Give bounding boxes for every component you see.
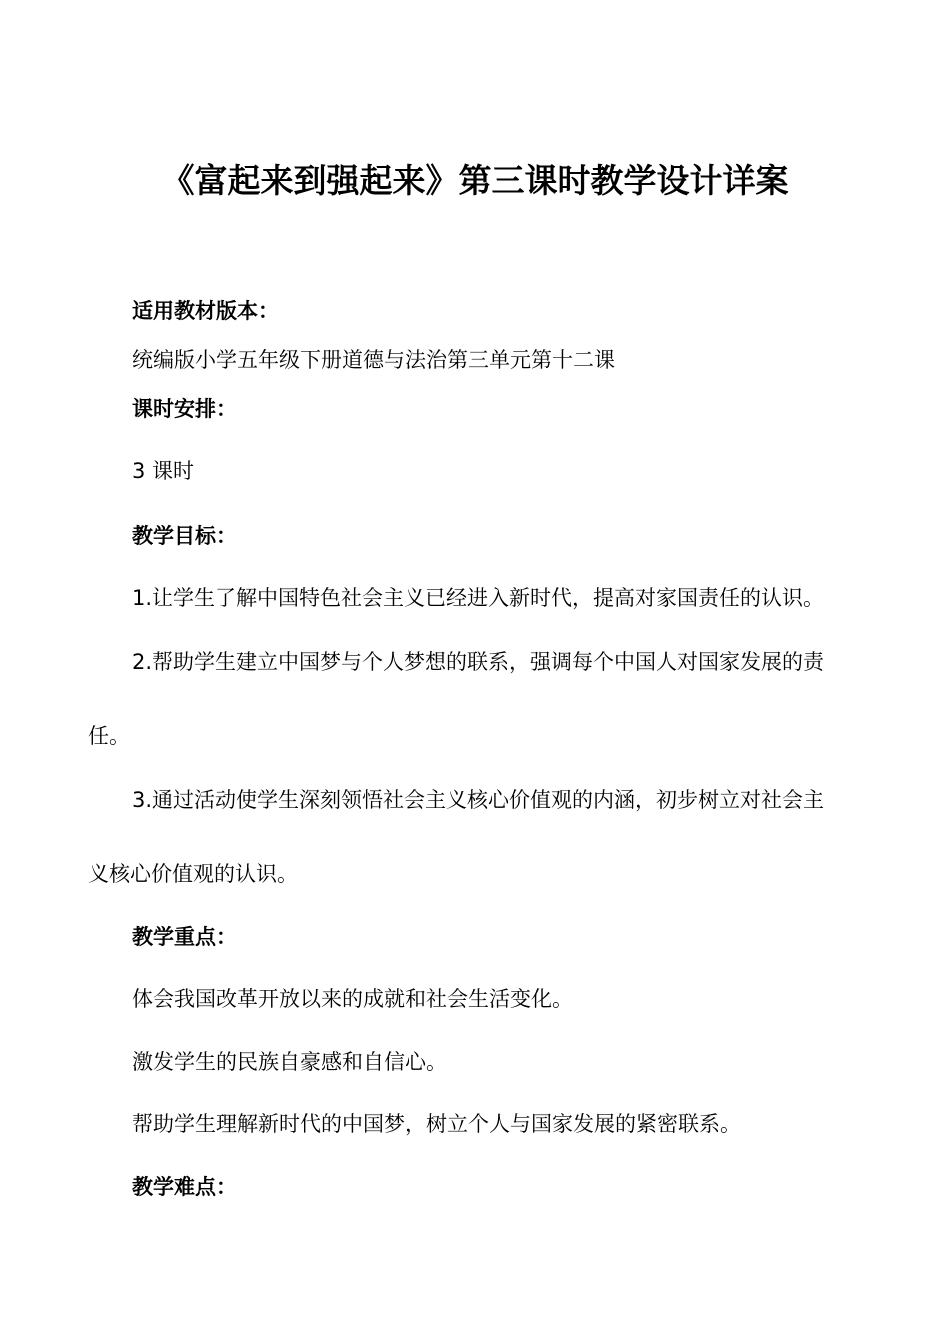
key-point-2: 激发学生的民族自豪感和自信心。 <box>132 1050 447 1074</box>
textbook-label: 适用教材版本： <box>132 299 279 323</box>
goals-label: 教学目标： <box>132 524 237 548</box>
key-point-1: 体会我国改革开放以来的成就和社会生活变化。 <box>132 987 573 1011</box>
goal-2-line-2: 任。 <box>88 724 130 748</box>
goal-1: 1.让学生了解中国特色社会主义已经进入新时代，提高对家国责任的认识。 <box>132 586 825 610</box>
document-title: 《富起来到强起来》第三课时教学设计详案 <box>161 161 789 200</box>
key-point-3: 帮助学生理解新时代的中国梦，树立个人与国家发展的紧密联系。 <box>132 1112 741 1136</box>
goal-2-line-1: 2.帮助学生建立中国梦与个人梦想的联系，强调每个中国人对国家发展的责 <box>132 650 825 674</box>
goal-3-line-2: 义核心价值观的认识。 <box>88 862 298 886</box>
textbook-value: 统编版小学五年级下册道德与法治第三单元第十二课 <box>132 348 615 372</box>
schedule-value: 3 课时 <box>132 459 195 483</box>
goal-3-line-1: 3.通过活动使学生深刻领悟社会主义核心价值观的内涵，初步树立对社会主 <box>132 788 825 812</box>
key-points-label: 教学重点： <box>132 925 237 949</box>
schedule-label: 课时安排： <box>132 397 237 421</box>
difficulties-label: 教学难点： <box>132 1175 237 1199</box>
